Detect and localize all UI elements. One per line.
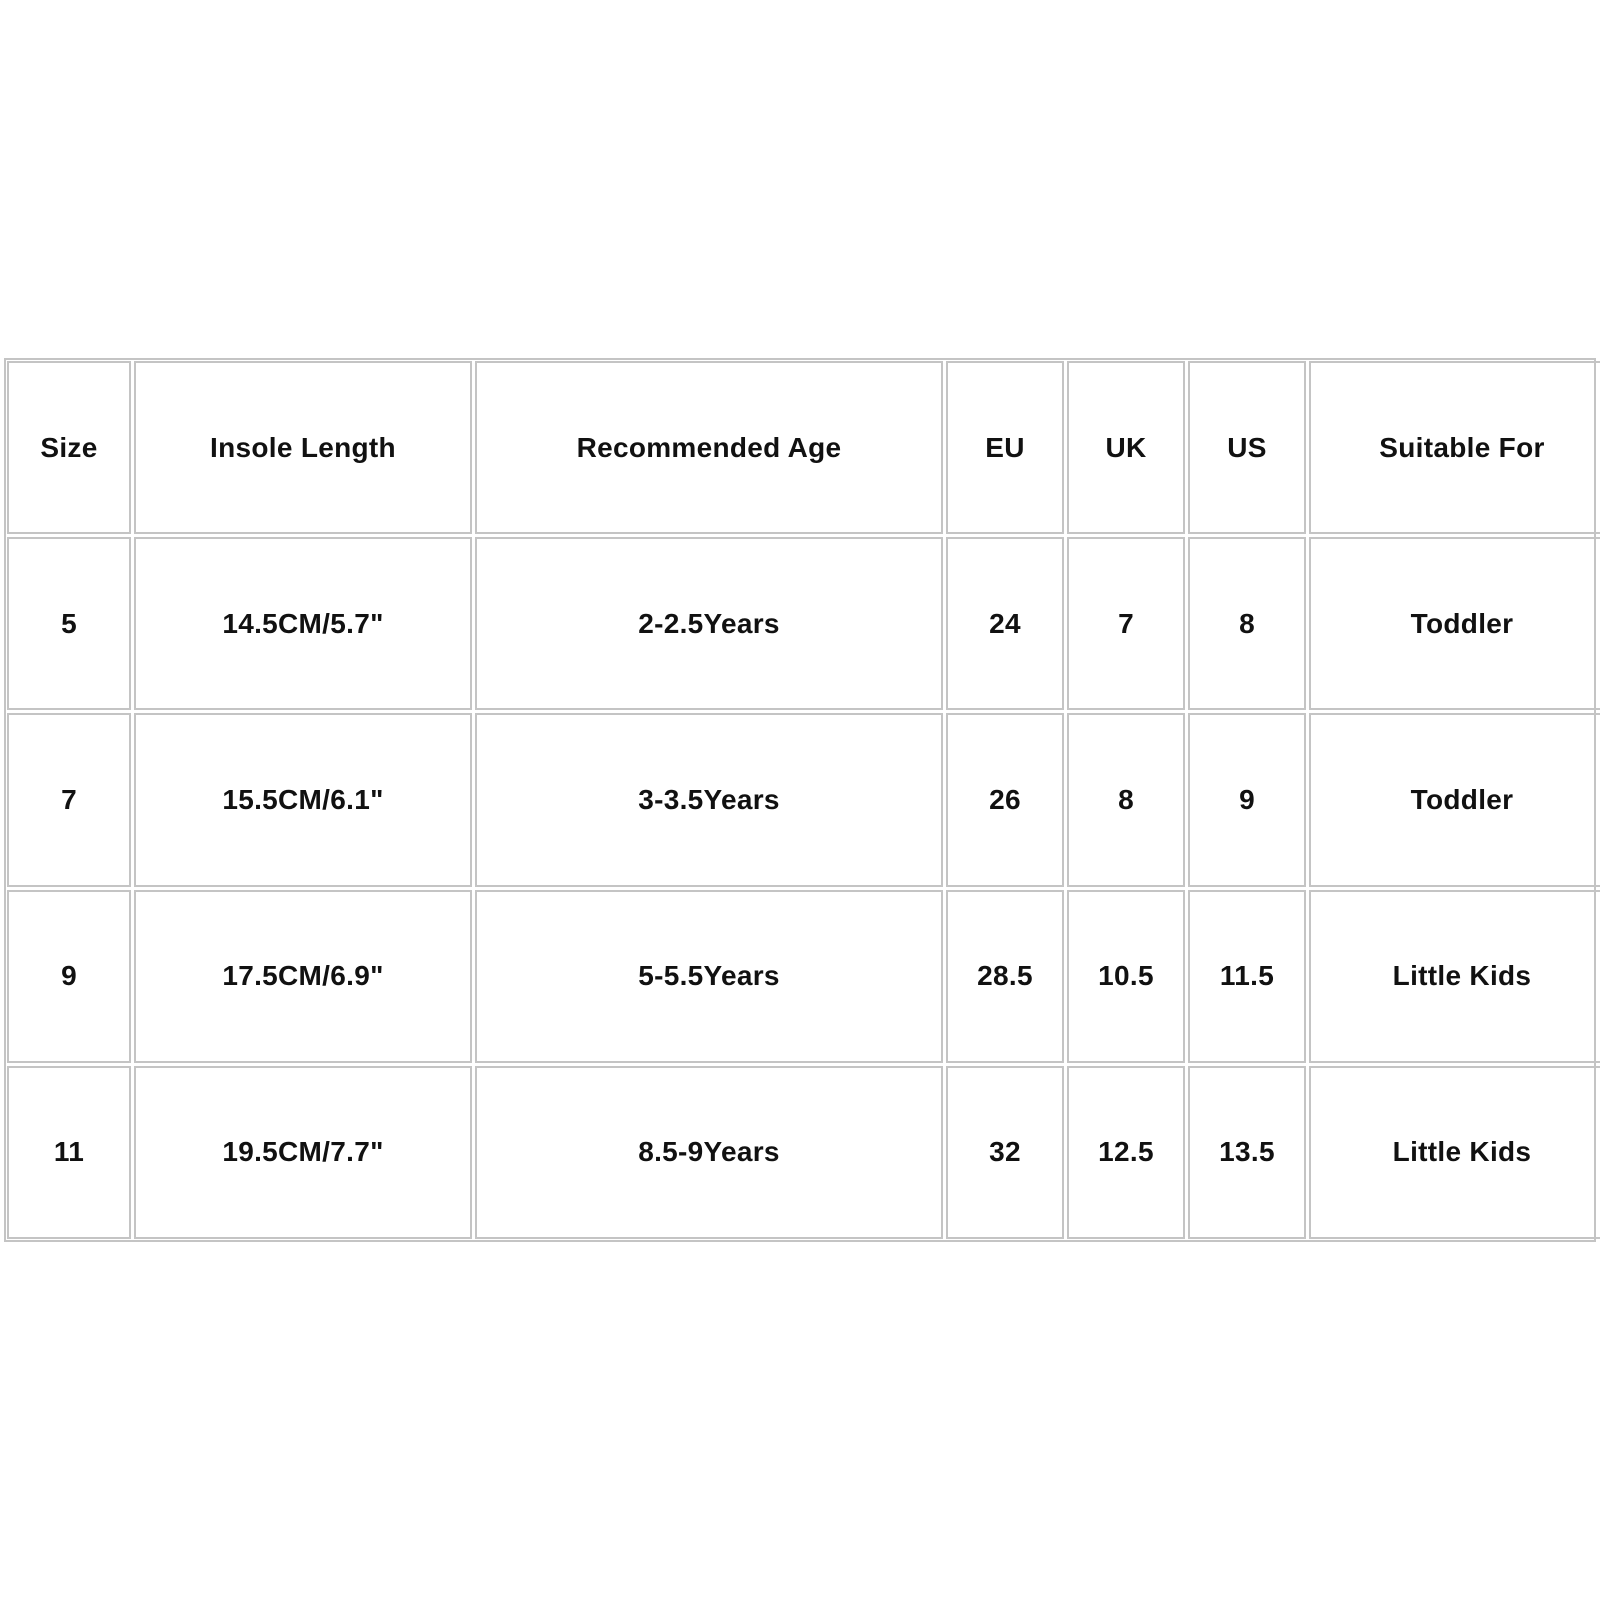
header-us: US [1188,361,1306,534]
table-cell-us: 11.5 [1188,890,1306,1063]
header-suitable-for: Suitable For [1309,361,1600,534]
table-cell-recommended-age: 5-5.5Years [475,890,943,1063]
header-insole-length: Insole Length [134,361,472,534]
table-cell-insole-length: 14.5CM/5.7" [134,537,472,710]
table-cell-uk: 8 [1067,713,1185,886]
table-cell-size: 9 [7,890,131,1063]
table-cell-eu: 26 [946,713,1064,886]
table-cell-recommended-age: 2-2.5Years [475,537,943,710]
table-cell-us: 8 [1188,537,1306,710]
table-cell-uk: 10.5 [1067,890,1185,1063]
table-cell-us: 13.5 [1188,1066,1306,1239]
table-cell-insole-length: 15.5CM/6.1" [134,713,472,886]
table-cell-suitable-for: Little Kids [1309,1066,1600,1239]
size-chart-table [4,358,1596,1242]
table-cell-recommended-age: 8.5-9Years [475,1066,943,1239]
table-cell-us: 9 [1188,713,1306,886]
table-cell-size: 7 [7,713,131,886]
table-cell-suitable-for: Toddler [1309,713,1600,886]
table-cell-eu: 24 [946,537,1064,710]
table-cell-insole-length: 19.5CM/7.7" [134,1066,472,1239]
table-cell-uk: 7 [1067,537,1185,710]
table-cell-suitable-for: Toddler [1309,537,1600,710]
table-cell-size: 11 [7,1066,131,1239]
table-cell-suitable-for: Little Kids [1309,890,1600,1063]
table-cell-eu: 28.5 [946,890,1064,1063]
table-cell-eu: 32 [946,1066,1064,1239]
table-cell-size: 5 [7,537,131,710]
header-eu: EU [946,361,1064,534]
header-recommended-age: Recommended Age [475,361,943,534]
header-size: Size [7,361,131,534]
table-cell-insole-length: 17.5CM/6.9" [134,890,472,1063]
table-cell-uk: 12.5 [1067,1066,1185,1239]
header-uk: UK [1067,361,1185,534]
table-cell-recommended-age: 3-3.5Years [475,713,943,886]
